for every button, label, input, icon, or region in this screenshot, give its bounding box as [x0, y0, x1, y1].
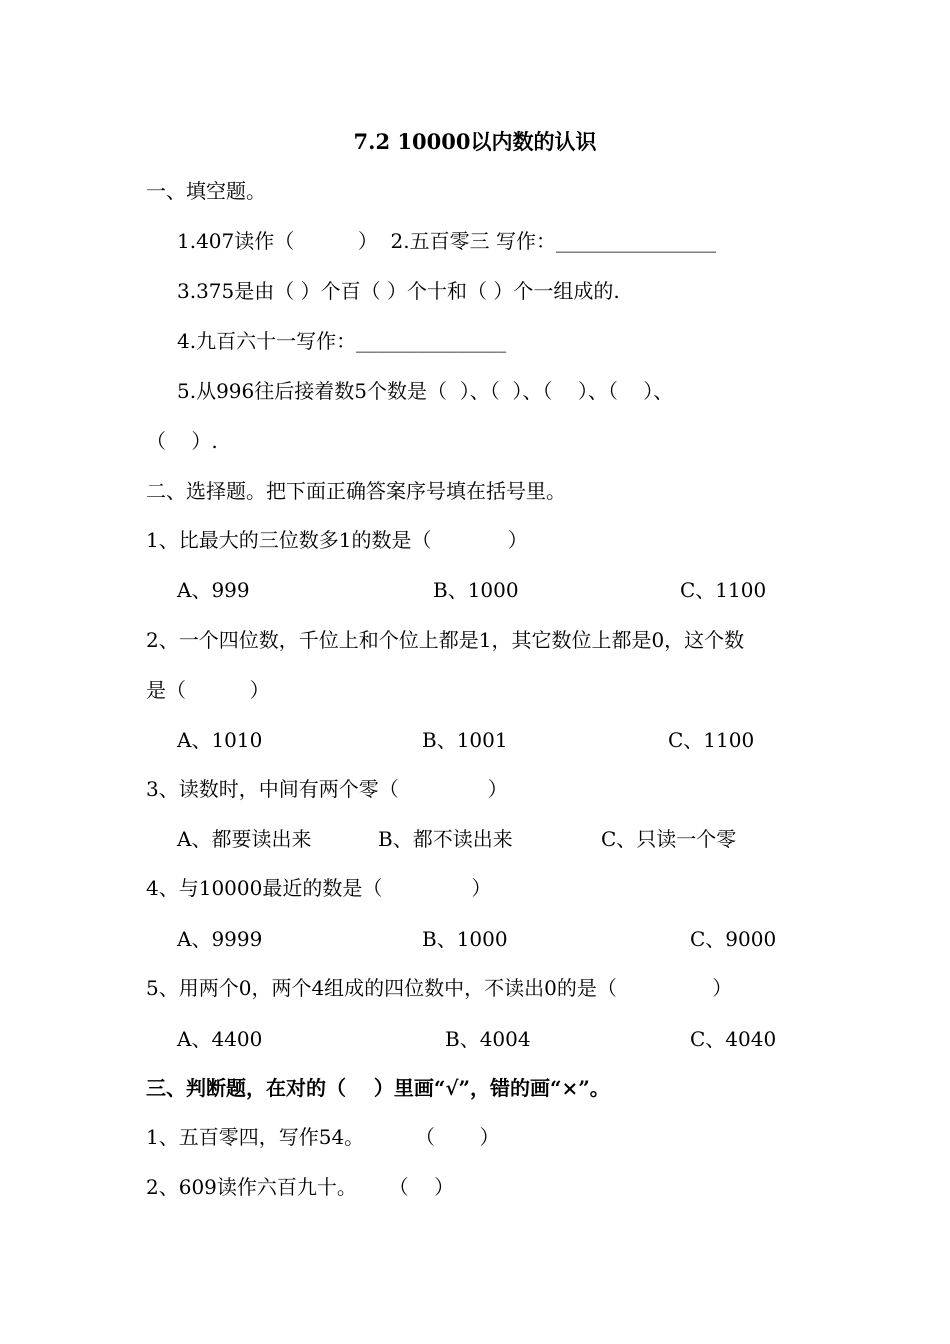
section-1-heading: 一、填空题。 — [146, 179, 266, 203]
choice-question-3: 3、读数时，中间有两个零（ ） — [146, 777, 508, 801]
choice-5-option-a: A、4400 — [177, 1027, 263, 1051]
choice-5-option-b: B、4004 — [445, 1027, 531, 1051]
choice-question-1: 1、比最大的三位数多1的数是（ ） — [146, 528, 528, 552]
choice-3-option-c: C、只读一个零 — [601, 827, 737, 851]
choice-question-4: 4、与10000最近的数是（ ） — [146, 876, 492, 900]
choice-5-option-c: C、4040 — [690, 1027, 777, 1051]
choice-question-5: 5、用两个0，两个4组成的四位数中，不读出0的是（ ） — [146, 976, 733, 1000]
judge-question-1: 1、五百零四，写作54。 （ ） — [146, 1125, 500, 1149]
fill-question-3: 3.375是由（ ）个百（ ）个十和（ ）个一组成的. — [177, 279, 620, 303]
choice-4-option-a: A、9999 — [177, 927, 263, 951]
judge-question-2: 2、609读作六百九十。 （ ） — [146, 1175, 455, 1199]
choice-1-option-c: C、1100 — [680, 578, 767, 602]
fill-question-5-line2: （ ）. — [146, 429, 218, 453]
page-title: 7.2 10000以内数的认识 — [353, 129, 597, 154]
choice-3-option-b: B、都不读出来 — [378, 827, 513, 851]
fill-question-1-2: 1.407读作（ ） 2.五百零三 写作：________________ — [177, 229, 716, 253]
choice-question-2-line1: 2、一个四位数，千位上和个位上都是1，其它数位上都是0，这个数 — [146, 628, 745, 652]
choice-3-option-a: A、都要读出来 — [177, 827, 312, 851]
fill-question-4: 4.九百六十一写作：_______________ — [177, 329, 507, 353]
choice-1-option-a: A、999 — [177, 578, 250, 602]
choice-2-option-b: B、1001 — [422, 728, 508, 752]
choice-4-option-b: B、1000 — [422, 927, 508, 951]
choice-2-option-c: C、1100 — [668, 728, 755, 752]
section-2-heading: 二、选择题。把下面正确答案序号填在括号里。 — [146, 479, 566, 503]
fill-question-5-line1: 5.从996往后接着数5个数是（ ）、（ ）、（ ）、（ ）、 — [177, 379, 674, 403]
choice-1-option-b: B、1000 — [433, 578, 519, 602]
choice-2-option-a: A、1010 — [177, 728, 263, 752]
choice-4-option-c: C、9000 — [690, 927, 777, 951]
choice-question-2-line2: 是（ ） — [146, 678, 270, 702]
section-3-heading: 三、判断题，在对的（ ）里画“√”，错的画“×”。 — [146, 1076, 610, 1100]
